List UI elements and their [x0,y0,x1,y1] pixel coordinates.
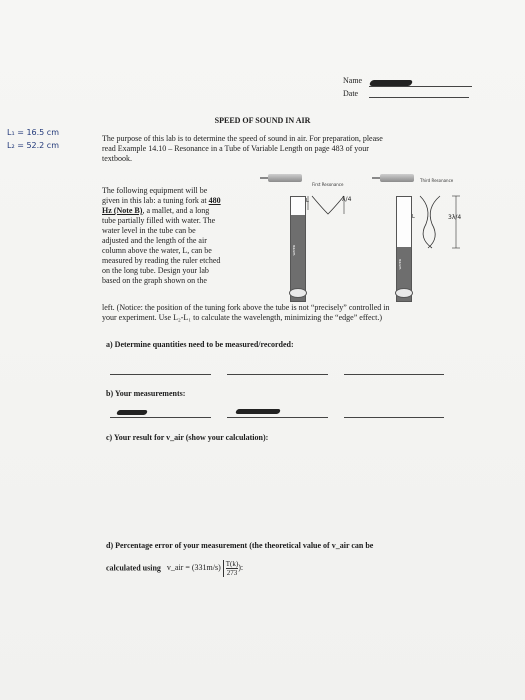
l-marker-2: L [412,214,415,220]
equipment-line-3: Hz (Note B), a mallet, and a long [102,206,210,215]
date-label: Date [343,89,359,98]
margin-note-l2: L₂ = 52.2 cm [7,141,59,150]
name-label: Name [343,76,363,85]
equipment-line-11: left. (Notice: the position of the tuning fork above the tube is not “precisely” controlled in [102,303,390,312]
answer-b-blank-2[interactable] [227,417,328,418]
equipment-line-12: your experiment. Use L₂-L₁ to calculate the wavelength, minimizing the “edge” effect.) [102,313,382,322]
date-field[interactable] [369,97,469,98]
resonance-diagram [260,168,480,303]
equipment-line-9: on the long tube. Design your lab [102,266,209,275]
question-c: c) Your result for v_air (show your calculation): [106,433,269,442]
first-resonance-label: First Resonance [312,182,344,187]
answer-b-scribble-2 [235,409,281,414]
equipment-line-10: based on the graph shown on the [102,276,207,285]
tuning-fork-1-icon [268,174,302,182]
lambda-three-quarter-label: 3λ/4 [448,214,462,221]
lambda-quarter-label: λ/4 [342,196,352,203]
question-a: a) Determine quantities need to be measured/recorded: [106,340,294,349]
answer-a-blank-3[interactable] [344,374,444,375]
question-d-line-1: d) Percentage error of your measurement (the theoretical value of v_air can be [106,541,374,550]
formula: v_air = (331m/s) $\frac{T(k)}{273}$ ): [166,560,244,577]
answer-b-scribble-1 [116,410,148,415]
answer-b-blank-1[interactable] [110,417,211,418]
equipment-line-7: column above the water, L, can be [102,246,212,255]
l-marker-1: L [306,198,309,204]
page-title: SPEED OF SOUND IN AIR [214,116,311,125]
intro-line-3: textbook. [102,154,132,163]
equipment-line-2: given in this lab: a tuning fork at 480 [102,196,221,205]
reservoir-1-icon [289,288,307,298]
third-resonance-label: Third Resonance [420,178,454,183]
equipment-line-1: The following equipment will be [102,186,208,195]
standing-wave-3-icon [410,194,460,252]
name-field[interactable] [369,86,472,87]
margin-note-l1: L₁ = 16.5 cm [7,128,59,137]
answer-a-blank-2[interactable] [227,374,328,375]
equipment-line-8: measured by reading the ruler etched [102,256,221,265]
equipment-line-6: adjusted and the length of the air [102,236,207,245]
water-column-2: WATER [397,247,411,301]
answer-b-blank-3[interactable] [344,417,444,418]
intro-line-1: The purpose of this lab is to determine the speed of sound in air. For preparation, please [102,134,383,143]
intro-line-2: read Example 14.10 – Resonance in a Tube of Variable Length on page 483 of your [102,144,369,153]
water-column-1: WATER [291,215,305,301]
question-b: b) Your measurements: [106,389,186,398]
answer-a-blank-1[interactable] [110,374,211,375]
question-d-line-2: calculated using v_air = (331m/s) $\frac{T(k)}{273}$ ): [106,560,244,577]
equipment-line-4: tube partially filled with water. The [102,216,216,225]
tuning-fork-2-icon [380,174,414,182]
equipment-line-5: water level in the tube can be [102,226,196,235]
reservoir-2-icon [395,288,413,298]
